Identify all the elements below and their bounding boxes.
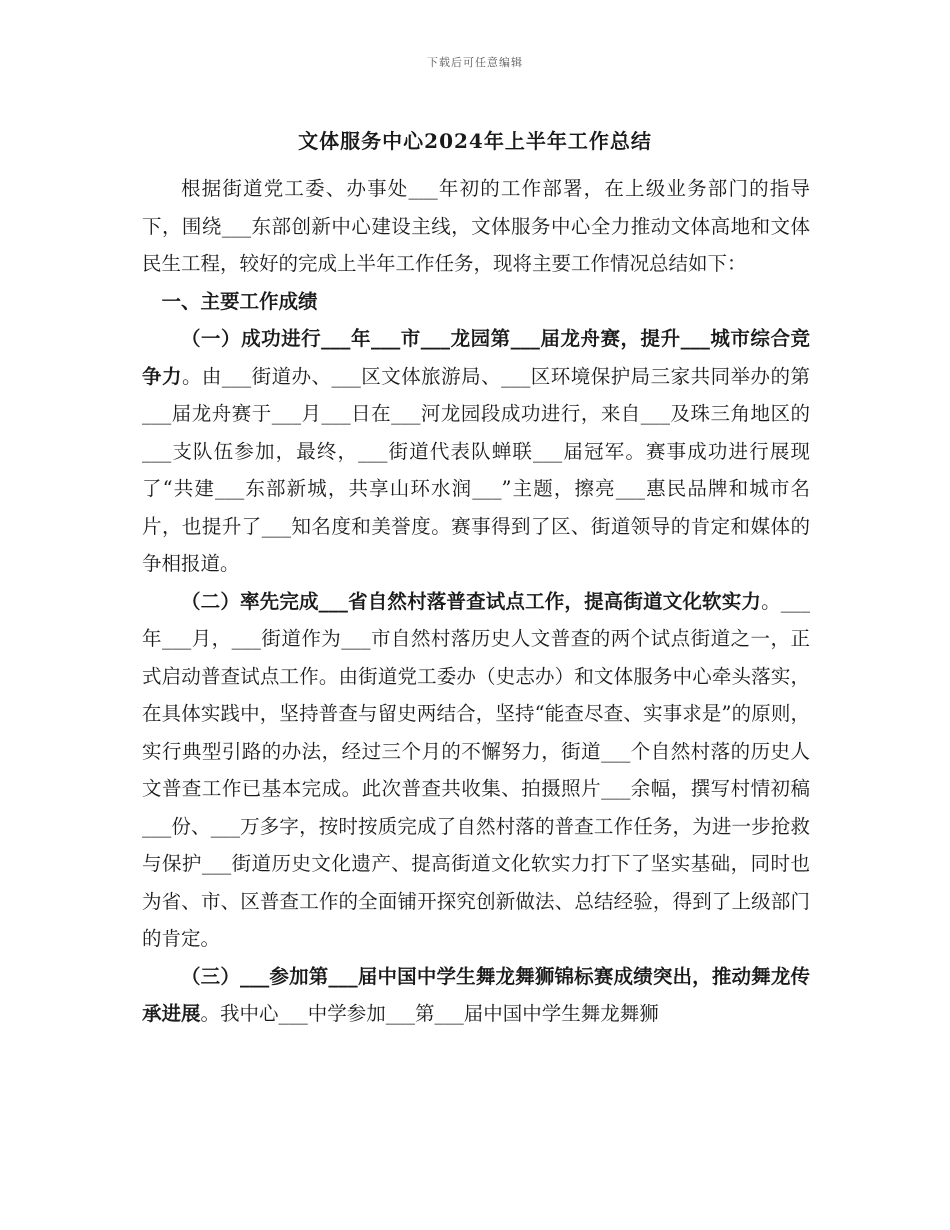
item-1-paragraph (142, 320, 810, 583)
item-3-body: 。我中心___中学参加___第___届中国中学生舞龙舞狮 (200, 1002, 659, 1025)
section-heading: 一、主要工作成绩 (161, 289, 318, 313)
item-1-lead: （一）成功进行___年___市___龙园第___届龙舟赛，提升___城市综合竞争力 (142, 327, 810, 388)
item-2-body: 。___年___月，___街道作为___市自然村落历史人文普查的两个试点街道之一，正式启动普查试点工作。由街道党工委办（史志办）和文体服务中心牵头落实，在具体实践中，坚持普查与留史两结合，坚持“能查尽查、实事求是”的原则，实行典型引路的办法，经过三个月的不懈努力，街道___个自然村落的历史人文普查工作已基本完成。此次普查共收集、拍摄照片___余幅，撰写村情初稿___份、___万多字，按时按质完成了自然村落的普查工作任务，为进一步抢救与保护___街道历史文化遗产、提高街道文化软实力打下了坚实基础，同时也为省、市、区普查工作的全面铺开探究创新做法、总结经验，得到了上级部门的肯定。 (142, 589, 810, 950)
intro-paragraph: 根据街道党工委、办事处___年初的工作部署，在上级业务部门的指导下，围绕___东部创新中心建设主线，文体服务中心全力推动文体高地和文体民生工程，较好的完成上半年工作任务，现将主要工作情况总结如下： (142, 177, 810, 275)
document-title: 文体服务中心2024年上半年工作总结 (298, 129, 652, 153)
item-1-body: 。由___街道办、___区文体旅游局、___区环境保护局三家共同举办的第___届龙舟赛于___月___日在___河龙园段成功进行，来自___及珠三角地区的___支队伍参加，最终，___街道代表队蝉联___届冠军。赛事成功进行展现了“共建___东部新城，共享山环水润___”主题，擦亮___惠民品牌和城市名片，也提升了___知名度和美誉度。赛事得到了区、街道领导的肯定和媒体的争相报道。 (142, 364, 810, 575)
item-3-lead: （三）___参加第___届中国中学生舞龙舞狮锦标赛成绩突出，推动舞龙传承进展 (142, 964, 810, 1025)
document-body (142, 170, 810, 1033)
page-header-note: 下载后可任意编辑 (427, 56, 523, 69)
item-2-paragraph (142, 583, 810, 958)
item-2-lead: （二）率先完成___省自然村落普查试点工作，提高街道文化软实力 (181, 589, 762, 613)
item-3-paragraph (142, 958, 810, 1033)
